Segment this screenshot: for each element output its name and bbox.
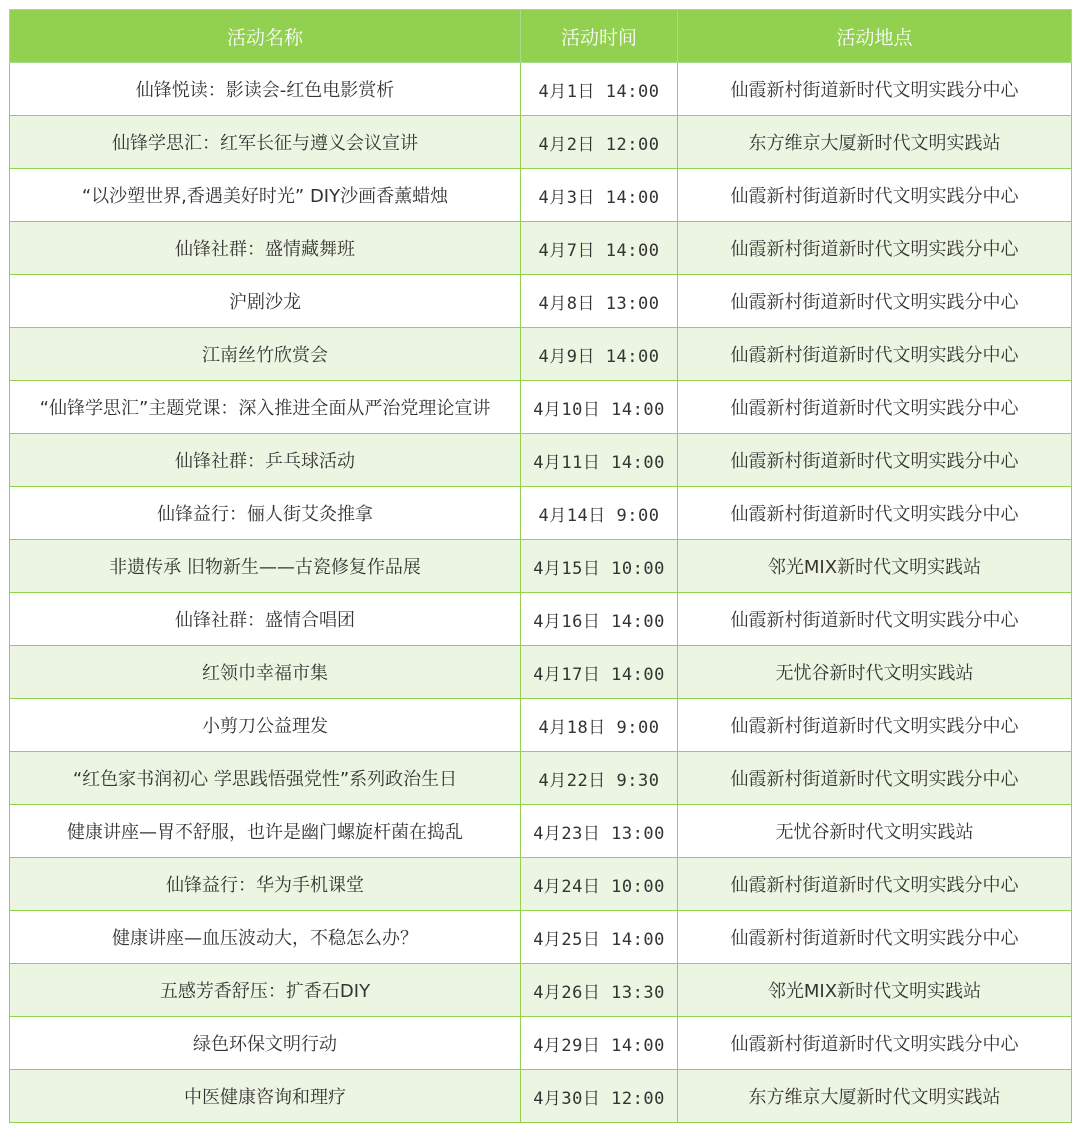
cell-activity-time: 4月11日 14:00 [521, 434, 678, 487]
cell-activity-time: 4月10日 14:00 [521, 381, 678, 434]
cell-activity-time: 4月7日 14:00 [521, 222, 678, 275]
cell-activity-name: “仙锋学思汇”主题党课：深入推进全面从严治党理论宣讲 [10, 381, 521, 434]
activity-table [9, 9, 1072, 1123]
cell-activity-location: 仙霞新村街道新时代文明实践分中心 [678, 169, 1072, 222]
cell-activity-time: 4月15日 10:00 [521, 540, 678, 593]
cell-activity-time: 4月23日 13:00 [521, 805, 678, 858]
table-row [10, 434, 1072, 487]
cell-activity-location: 仙霞新村街道新时代文明实践分中心 [678, 911, 1072, 964]
cell-activity-time: 4月14日 9:00 [521, 487, 678, 540]
cell-activity-location: 仙霞新村街道新时代文明实践分中心 [678, 1017, 1072, 1070]
table-row [10, 275, 1072, 328]
table-row [10, 699, 1072, 752]
cell-activity-location: 仙霞新村街道新时代文明实践分中心 [678, 487, 1072, 540]
cell-activity-location: 仙霞新村街道新时代文明实践分中心 [678, 63, 1072, 116]
table-row [10, 593, 1072, 646]
cell-activity-location: 仙霞新村街道新时代文明实践分中心 [678, 222, 1072, 275]
table-row [10, 964, 1072, 1017]
table-row [10, 1017, 1072, 1070]
cell-activity-location: 仙霞新村街道新时代文明实践分中心 [678, 275, 1072, 328]
cell-activity-time: 4月2日 12:00 [521, 116, 678, 169]
cell-activity-name: 仙锋益行：俪人街艾灸推拿 [10, 487, 521, 540]
cell-activity-location: 仙霞新村街道新时代文明实践分中心 [678, 434, 1072, 487]
header-activity-location: 活动地点 [678, 10, 1072, 63]
cell-activity-name: 非遗传承 旧物新生——古瓷修复作品展 [10, 540, 521, 593]
cell-activity-name: 江南丝竹欣赏会 [10, 328, 521, 381]
table-row [10, 169, 1072, 222]
table-row [10, 805, 1072, 858]
cell-activity-name: 仙锋社群：乒乓球活动 [10, 434, 521, 487]
cell-activity-location: 仙霞新村街道新时代文明实践分中心 [678, 328, 1072, 381]
cell-activity-time: 4月9日 14:00 [521, 328, 678, 381]
cell-activity-location: 仙霞新村街道新时代文明实践分中心 [678, 858, 1072, 911]
cell-activity-time: 4月8日 13:00 [521, 275, 678, 328]
table-row [10, 1070, 1072, 1123]
cell-activity-location: 仙霞新村街道新时代文明实践分中心 [678, 381, 1072, 434]
cell-activity-name: 中医健康咨询和理疗 [10, 1070, 521, 1123]
cell-activity-location: 无忧谷新时代文明实践站 [678, 646, 1072, 699]
cell-activity-name: “红色家书润初心 学思践悟强党性”系列政治生日 [10, 752, 521, 805]
cell-activity-location: 仙霞新村街道新时代文明实践分中心 [678, 699, 1072, 752]
cell-activity-location: 东方维京大厦新时代文明实践站 [678, 1070, 1072, 1123]
cell-activity-time: 4月17日 14:00 [521, 646, 678, 699]
cell-activity-time: 4月25日 14:00 [521, 911, 678, 964]
cell-activity-time: 4月30日 12:00 [521, 1070, 678, 1123]
cell-activity-name: 红领巾幸福市集 [10, 646, 521, 699]
table-row [10, 116, 1072, 169]
cell-activity-time: 4月29日 14:00 [521, 1017, 678, 1070]
cell-activity-name: 健康讲座—血压波动大，不稳怎么办？ [10, 911, 521, 964]
cell-activity-name: 仙锋学思汇：红军长征与遵义会议宣讲 [10, 116, 521, 169]
cell-activity-name: 仙锋社群：盛情藏舞班 [10, 222, 521, 275]
table-row [10, 858, 1072, 911]
cell-activity-time: 4月22日 9:30 [521, 752, 678, 805]
table-row [10, 540, 1072, 593]
header-activity-time: 活动时间 [521, 10, 678, 63]
table-row [10, 63, 1072, 116]
cell-activity-location: 东方维京大厦新时代文明实践站 [678, 116, 1072, 169]
cell-activity-location: 邻光MIX新时代文明实践站 [678, 540, 1072, 593]
cell-activity-name: 仙锋益行：华为手机课堂 [10, 858, 521, 911]
cell-activity-name: 小剪刀公益理发 [10, 699, 521, 752]
table-row [10, 646, 1072, 699]
cell-activity-name: 沪剧沙龙 [10, 275, 521, 328]
table-header-row [10, 10, 1072, 63]
cell-activity-name: 仙锋社群：盛情合唱团 [10, 593, 521, 646]
cell-activity-time: 4月1日 14:00 [521, 63, 678, 116]
cell-activity-name: “以沙塑世界,香遇美好时光” DIY沙画香薰蜡烛 [10, 169, 521, 222]
table-row [10, 487, 1072, 540]
table-row [10, 381, 1072, 434]
cell-activity-location: 邻光MIX新时代文明实践站 [678, 964, 1072, 1017]
cell-activity-time: 4月24日 10:00 [521, 858, 678, 911]
table-body [10, 63, 1072, 1123]
cell-activity-name: 绿色环保文明行动 [10, 1017, 521, 1070]
cell-activity-location: 无忧谷新时代文明实践站 [678, 805, 1072, 858]
cell-activity-name: 五感芳香舒压：扩香石DIY [10, 964, 521, 1017]
cell-activity-location: 仙霞新村街道新时代文明实践分中心 [678, 593, 1072, 646]
table-row [10, 328, 1072, 381]
cell-activity-location: 仙霞新村街道新时代文明实践分中心 [678, 752, 1072, 805]
cell-activity-name: 仙锋悦读：影读会-红色电影赏析 [10, 63, 521, 116]
cell-activity-name: 健康讲座—胃不舒服，也许是幽门螺旋杆菌在捣乱 [10, 805, 521, 858]
table-row [10, 222, 1072, 275]
table-row [10, 752, 1072, 805]
table-row [10, 911, 1072, 964]
cell-activity-time: 4月16日 14:00 [521, 593, 678, 646]
cell-activity-time: 4月18日 9:00 [521, 699, 678, 752]
activity-schedule [9, 9, 1071, 1123]
cell-activity-time: 4月3日 14:00 [521, 169, 678, 222]
cell-activity-time: 4月26日 13:30 [521, 964, 678, 1017]
header-activity-name: 活动名称 [10, 10, 521, 63]
